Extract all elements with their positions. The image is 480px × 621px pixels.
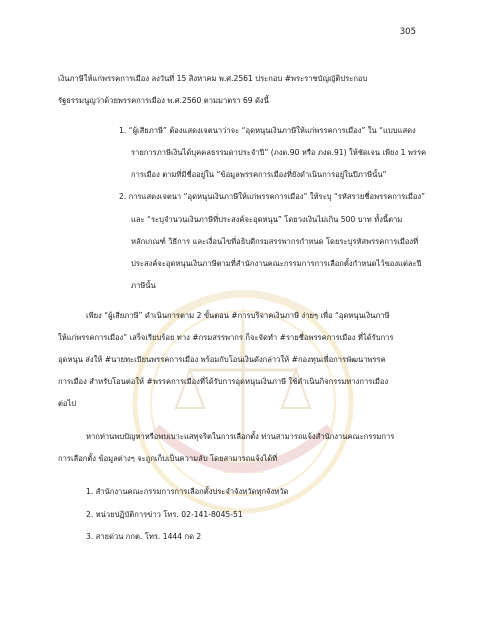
list-item-line: การเมือง ตามที่มีชื่ออยู่ใน “ข้อมูลพรรคการเมืองที่ยังดำเนินการอยู่ในปีภาษีนั้น” <box>131 170 387 179</box>
list-item-line: 2. การแสดงเจตนา “อุดหนุนเงินภาษีให้แก่พรรคการเมือง” ให้ระบุ “รหัสรายชื่อพรรคการเมือง” <box>119 192 426 201</box>
body-line: การเมือง สำหรับโอนต่อให้ #พรรคการเมืองที่ได้รับการอุดหนุนเงินภาษี ใช้ดำเนินกิจกรรมทางการเมือง <box>58 377 389 386</box>
body-line: รัฐธรรมนูญว่าด้วยพรรคการเมือง พ.ศ.2560 ตามมาตรา 69 ดังนี้ <box>58 96 269 105</box>
body-line: ให้แก่พรรคการเมือง” เสร็จเรียบร้อย ทาง #กรมสรรพากร ก็จะจัดทำ #รายชื่อพรรคการเมือง ที่ได้รับการ <box>58 333 394 342</box>
seal-watermark <box>128 258 358 548</box>
body-line: เพียง “ผู้เสียภาษี” ดำเนินการตาม 2 ขั้นตอน #การบริจาคเงินภาษี ง่ายๆ เพื่อ “อุดหนุนเงินภาษี <box>86 311 390 320</box>
list-item-line: 1. “ผู้เสียภาษี” ต้องแสดงเจตนาว่าจะ “อุดหนุนเงินภาษีให้แก่พรรคการเมือง” ใน “แบบแสดง <box>119 126 416 135</box>
page-number: 305 <box>399 27 416 37</box>
contact-item: 1. สำนักงานคณะกรรมการการเลือกตั้งประจำจังหวัดทุกจังหวัด <box>86 487 289 496</box>
body-line: การเลือกตั้ง ข้อมูลต่างๆ จะถูกเก็บเป็นความลับ โดยสามารถแจ้งได้ที่ <box>58 454 278 463</box>
contact-item: 3. สายด่วน กกต. โทร. 1444 กด 2 <box>86 532 202 541</box>
body-line: อุดหนุน ส่งให้ #นายทะเบียนพรรคการเมือง พร้อมกับโอนเงินดังกล่าวให้ #กองทุนเพื่อการพัฒนาพรรค <box>58 355 386 364</box>
body-line: เงินภาษีให้แก่พรรคการเมือง ลงวันที่ 15 สิงหาคม พ.ศ.2561 ประกอบ #พระราชบัญญัติประกอบ <box>58 74 368 83</box>
list-item-line: รายการภาษีเงินได้บุคคลธรรมดาประจำปี” (ภงด.90 หรือ ภงด.91) ให้ชัดเจน เพียง 1 พรรค <box>131 148 427 157</box>
list-item-line: ภาษีนั้น <box>131 281 156 290</box>
contact-item: 2. หน่วยปฏิบัติการข่าว โทร. 02-141-8045-51 <box>86 510 243 519</box>
body-line: หากท่านพบปัญหาหรือพบเบาะแสทุจริตในการเลือกตั้ง ท่านสามารถแจ้งสำนักงานคณะกรรมการ <box>86 432 395 441</box>
list-item-line: และ “ระบุจำนวนเงินภาษีที่ประสงค์จะอุดหนุน” โดยวงเงินไม่เกิน 500 บาท ทั้งนี้ตาม <box>131 215 403 224</box>
list-item-line: ประสงค์จะอุดหนุนเงินภาษีตามที่สำนักงานคณะกรรมการการเลือกตั้งกำหนดไว้ของแต่ละปี <box>131 259 422 268</box>
list-item-line: หลักเกณฑ์ วิธีการ และเงื่อนไขที่อธิบดีกรมสรรพากรกำหนด โดยระบุรหัสพรรคการเมืองที่ <box>131 237 419 246</box>
body-line: ต่อไป <box>58 399 77 408</box>
